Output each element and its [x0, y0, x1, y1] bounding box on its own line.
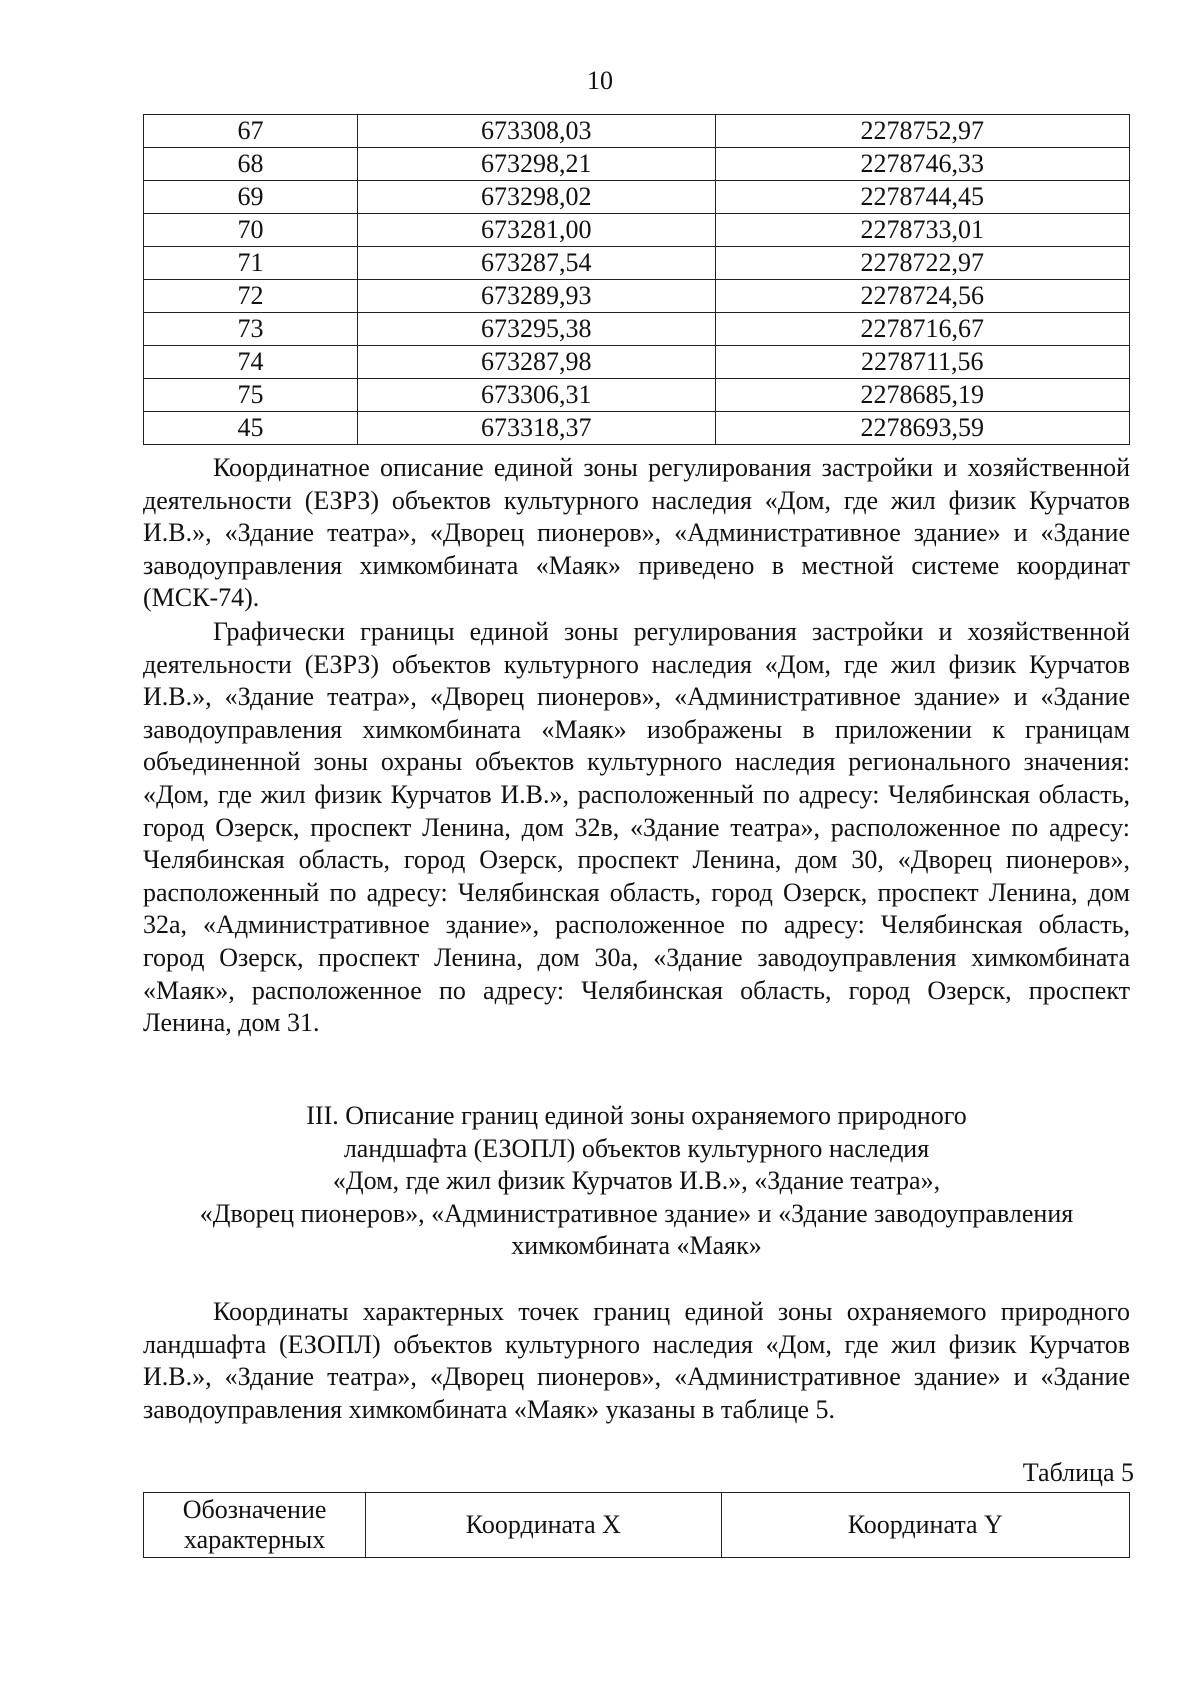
- table-caption: Таблица 5: [1022, 1458, 1134, 1487]
- header-text: Обозначение: [182, 1495, 327, 1524]
- x-coordinate-cell: 673306,31: [357, 379, 715, 412]
- point-id-cell: 68: [144, 148, 358, 181]
- table-row: [144, 115, 1130, 148]
- heading-line: ландшафта (ЕЗОПЛ) объектов культурного наследия: [343, 1133, 930, 1163]
- x-coordinate-cell: 673298,02: [357, 181, 715, 214]
- heading-line: III. Описание границ единой зоны охраняемого природного: [306, 1101, 967, 1130]
- paragraph-text: Координаты характерных точек границ единой зоны охраняемого природного ландшафта (ЕЗОПЛ) объектов культурного наследия «Дом, где жил физик Курчатов И.В.», «Здание театра», «Дворец пионеров», «Административное здание» и «Здание заводоуправления химкомбината «Маяк» указаны в таблице 5.: [143, 1297, 1130, 1424]
- section-heading: [143, 1100, 1130, 1263]
- y-coordinate-cell: 2278752,97: [715, 115, 1129, 148]
- paragraph-graphic-boundaries: [143, 616, 1130, 1040]
- table-row: [144, 313, 1130, 346]
- header-coordinate-x: Координата X: [366, 1493, 721, 1558]
- x-coordinate-cell: 673308,03: [357, 115, 715, 148]
- header-text: характерных: [183, 1525, 326, 1554]
- y-coordinate-cell: 2278724,56: [715, 280, 1129, 313]
- paragraph-text: Координатное описание единой зоны регулирования застройки и хозяйственной деятельности (ЕЗРЗ) объектов культурного наследия «Дом, где жил физик Курчатов И.В.», «Здание театра», «Дворец пионеров», «Административное здание» и «Здание заводоуправления химкомбината «Маяк» приведено в местной системе координат (МСК-74).: [143, 453, 1130, 613]
- point-id-cell: 67: [144, 115, 358, 148]
- x-coordinate-cell: 673289,93: [357, 280, 715, 313]
- heading-line: «Дом, где жил физик Курчатов И.В.», «Здание театра»,: [332, 1166, 941, 1196]
- table-row: [144, 280, 1130, 313]
- table-row: [144, 214, 1130, 247]
- table-row: [144, 346, 1130, 379]
- point-id-cell: 73: [144, 313, 358, 346]
- table-row: [144, 247, 1130, 280]
- x-coordinate-cell: 673287,54: [357, 247, 715, 280]
- y-coordinate-cell: 2278693,59: [715, 412, 1129, 445]
- x-coordinate-cell: 673287,98: [357, 346, 715, 379]
- table-5: [143, 1492, 1130, 1558]
- y-coordinate-cell: 2278746,33: [715, 148, 1129, 181]
- x-coordinate-cell: 673298,21: [357, 148, 715, 181]
- y-coordinate-cell: 2278733,01: [715, 214, 1129, 247]
- point-id-cell: 72: [144, 280, 358, 313]
- page-number: 10: [587, 66, 613, 95]
- paragraph-text: Графически границы единой зоны регулирования застройки и хозяйственной деятельности (ЕЗРЗ) объектов культурного наследия «Дом, где жил физик Курчатов И.В.», «Здание театра», «Дворец пионеров», «Административное здание» и «Здание заводоуправления химкомбината «Маяк» изображены в приложении к границам объединенной зоны охраны объектов культурного наследия регионального значения: «Дом, где жил физик Курчатов И.В.», расположенный по адресу: Челябинская область, город Озерск, проспект Ленина, дом 32в, «Здание театра», расположенное по адресу: Челябинская область, город Озерск, проспект Ленина, дом 30, «Дворец пионеров», расположенный по адресу: Челябинская область, город Озерск, проспект Ленина, дом 32а, «Административное здание», расположенное по адресу: Челябинская область, город Озерск, проспект Ленина, дом 30а, «Здание заводоуправления химкомбината «Маяк», расположенное по адресу: Челябинская область, город Озерск, проспект Ленина, дом 31.: [143, 617, 1130, 1038]
- paragraph-coordinate-description: [143, 452, 1130, 615]
- x-coordinate-cell: 673295,38: [357, 313, 715, 346]
- paragraph-table-reference: [143, 1296, 1130, 1426]
- x-coordinate-cell: 673318,37: [357, 412, 715, 445]
- heading-line: химкомбината «Маяк»: [511, 1231, 762, 1261]
- point-id-cell: 45: [144, 412, 358, 445]
- x-coordinate-cell: 673281,00: [357, 214, 715, 247]
- y-coordinate-cell: 2278716,67: [715, 313, 1129, 346]
- point-id-cell: 74: [144, 346, 358, 379]
- heading-line: «Дворец пионеров», «Административное здание» и «Здание заводоуправления: [199, 1198, 1074, 1228]
- table-row: [144, 148, 1130, 181]
- y-coordinate-cell: 2278722,97: [715, 247, 1129, 280]
- y-coordinate-cell: 2278685,19: [715, 379, 1129, 412]
- table-row: [144, 181, 1130, 214]
- header-coordinate-y: Координата Y: [721, 1493, 1129, 1558]
- header-point-designation: [144, 1493, 366, 1558]
- point-id-cell: 71: [144, 247, 358, 280]
- y-coordinate-cell: 2278711,56: [715, 346, 1129, 379]
- point-id-cell: 75: [144, 379, 358, 412]
- table-row: [144, 412, 1130, 445]
- coordinates-table: [143, 114, 1130, 445]
- table-header-row: [144, 1493, 1130, 1558]
- point-id-cell: 69: [144, 181, 358, 214]
- table-row: [144, 379, 1130, 412]
- y-coordinate-cell: 2278744,45: [715, 181, 1129, 214]
- point-id-cell: 70: [144, 214, 358, 247]
